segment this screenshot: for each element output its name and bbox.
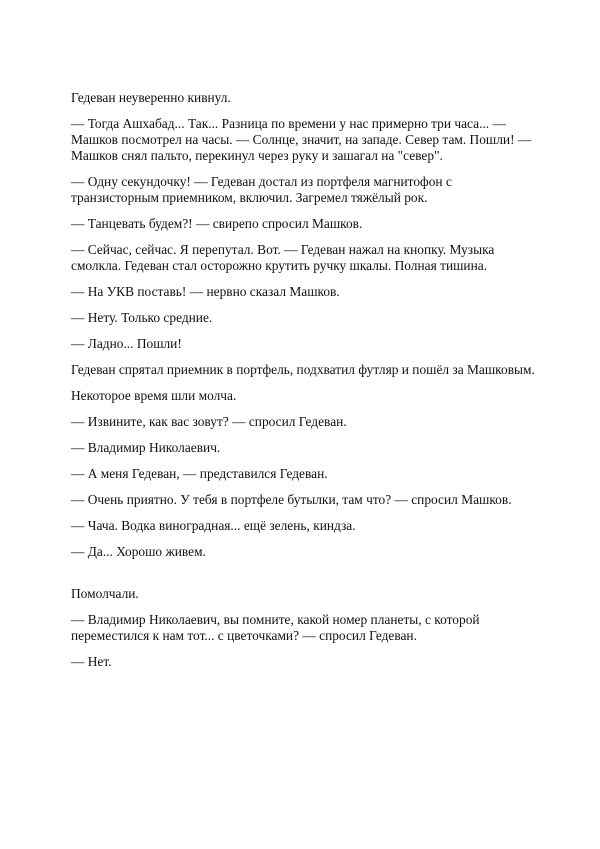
paragraph: — На УКВ поставь! — нервно сказал Машков. — [71, 284, 340, 299]
paragraph: — А меня Гедеван, — представился Гедеван. — [71, 466, 328, 481]
paragraph: — Тогда Ашхабад... Так... Разница по времени у нас примерно три часа... — Машков посмотрел на часы. — Солнце, значит, на западе. Север там. Пошли! — Машков снял пальто, перекинул через руку и зашагал на "север". — [71, 116, 532, 163]
paragraph: — Танцевать будем?! — свирепо спросил Машков. — [71, 216, 363, 231]
paragraph: — Извините, как вас зовут? — спросил Гедеван. — [71, 414, 347, 429]
paragraph: Гедеван неуверенно кивнул. — [71, 90, 231, 105]
document-body — [71, 90, 541, 680]
paragraph: Гедеван спрятал приемник в портфель, подхватил футляр и пошёл за Машковым. — [71, 362, 535, 377]
paragraph: — Сейчас, сейчас. Я перепутал. Вот. — Гедеван нажал на кнопку. Музыка смолкла. Гедеван стал осторожно крутить ручку шкалы. Полная тишина. — [71, 242, 495, 273]
paragraph: — Владимир Николаевич, вы помните, какой номер планеты, с которой переместился к нам тот... с цветочками? — спросил Гедеван. — [71, 612, 480, 643]
paragraph: — Ладно... Пошли! — [71, 336, 182, 351]
paragraph: — Владимир Николаевич. — [71, 440, 221, 455]
paragraph: — Нету. Только средние. — [71, 310, 213, 325]
paragraph: — Да... Хорошо живем. — [71, 544, 206, 559]
paragraph: Некоторое время шли молча. — [71, 388, 237, 403]
paragraph: — Очень приятно. У тебя в портфеле бутылки, там что? — спросил Машков. — [71, 492, 512, 507]
paragraph: — Нет. — [71, 654, 112, 669]
paragraph: — Одну секундочку! — Гедеван достал из портфеля магнитофон с транзисторным приемником, включил. Загремел тяжёлый рок. — [71, 174, 452, 205]
paragraph: Помолчали. — [71, 586, 139, 601]
paragraph: — Чача. Водка виноградная... ещё зелень, киндза. — [71, 518, 356, 533]
